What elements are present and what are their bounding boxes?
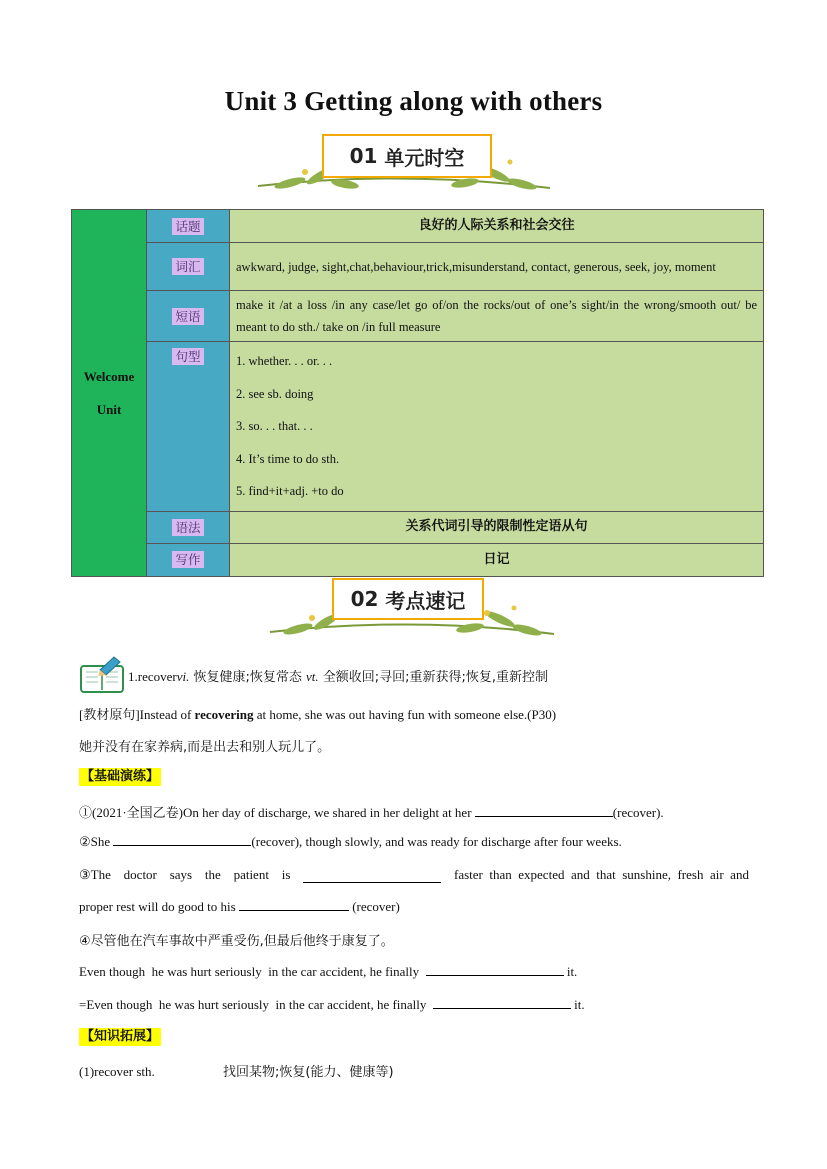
page-title: Unit 3 Getting along with others: [224, 86, 603, 116]
definition-vi: 恢复健康;恢复常态: [189, 670, 307, 685]
writing-label: 写作: [172, 551, 203, 568]
question-3-word: patient: [233, 867, 269, 882]
topic-value: 良好的人际关系和社会交往: [230, 210, 764, 243]
sentence-label: 句型: [172, 348, 203, 365]
practice-tag-line: [79, 768, 161, 786]
question-4-b-text: =Even though he was hurt seriously in the car accident, he finally: [79, 997, 433, 1012]
book-pencil-icon: [80, 656, 126, 694]
section-number: 01: [349, 144, 378, 168]
section-title: 考点速记: [385, 588, 466, 613]
grammar-label: 语法: [172, 519, 203, 536]
grammar-value: 关系代词引导的限制性定语从句: [230, 511, 764, 543]
answer-blank-3[interactable]: [303, 867, 441, 883]
pos-vi: vi.: [176, 669, 190, 684]
unit-name-line2: Unit: [96, 401, 122, 417]
textbook-sentence-suffix: at home, she was out having fun with someone else.(P30): [253, 707, 557, 722]
section-banner-1: [250, 128, 560, 200]
sentence-item: 5. find+it+adj. +to do: [236, 484, 344, 498]
pos-vt: vt.: [306, 669, 319, 684]
question-4-a: [79, 964, 577, 980]
extension-item-en: (1)recover sth.: [79, 1064, 155, 1079]
section-number: 02: [350, 587, 379, 611]
textbook-sentence: [79, 704, 556, 723]
question-4-chinese: ④尽管他在汽车事故中严重受伤,但最后他终于康复了。: [79, 934, 394, 949]
question-3-word: ③The: [79, 867, 111, 882]
vocab-label: 词汇: [172, 258, 203, 275]
practice-tag: 【基础演练】: [81, 769, 160, 784]
question-2-text: ②She: [79, 834, 114, 849]
answer-blank-5[interactable]: [426, 975, 564, 976]
section-title-box: [332, 578, 484, 620]
answer-blank-4[interactable]: [239, 910, 349, 911]
point-word: 1.recover: [128, 669, 177, 684]
sentence-item: 4. It’s time to do sth.: [236, 451, 340, 466]
question-4-a-text: Even though he was hurt seriously in the car accident, he finally: [79, 964, 426, 979]
question-3-word: the: [204, 867, 221, 882]
question-3-text-cont: proper rest will do good to his: [79, 899, 239, 914]
question-2: [79, 834, 622, 850]
unit-cell: [72, 210, 147, 577]
topic-label: 话题: [172, 218, 203, 235]
extension-item-1: [79, 1061, 394, 1080]
phrase-value: make it /at a loss /in any case/let go of/on the rocks/out of one’s sight/in the wrong/smooth out/ be meant to do sth./ take on /in full measure: [230, 291, 764, 342]
unit-overview-table: [71, 209, 764, 577]
extension-tag-line: [79, 1028, 161, 1046]
question-2-hint: (recover), though slowly, and was ready for discharge after four weeks.: [251, 834, 622, 849]
vocab-value: awkward, judge, sight,chat,behaviour,trick,misunderstand, contact, generous, seek, joy, moment: [230, 243, 764, 291]
question-4-a-end: it.: [563, 964, 578, 979]
textbook-sentence-keyword: recovering: [194, 707, 254, 722]
extension-item-cn: 找回某物;恢复(能力、健康等): [223, 1065, 394, 1080]
answer-blank-6[interactable]: [433, 1008, 571, 1009]
question-3-word: doctor: [123, 867, 157, 882]
question-4-b: [79, 997, 585, 1013]
definition-vt: 全额收回;寻回;重新获得;恢复,重新控制: [318, 670, 549, 685]
question-3-word: says: [169, 867, 193, 882]
point-heading: [128, 666, 548, 685]
sentence-item: 1. whether. . . or. . .: [236, 354, 333, 368]
translation: 她并没有在家养病,而是出去和别人玩儿了。: [79, 740, 331, 755]
question-1: [79, 802, 664, 821]
section-title-box: [322, 134, 492, 178]
textbook-sentence-prefix: [教材原句]Instead of: [79, 707, 195, 722]
question-3-word: is: [281, 867, 291, 882]
question-4-b-end: it.: [570, 997, 585, 1012]
question-3-text: faster than expected and that sunshine, fresh air and: [454, 867, 749, 882]
sentence-item: 3. so. . . that. . .: [236, 419, 313, 433]
extension-tag: 【知识拓展】: [81, 1029, 160, 1044]
section-title: 单元时空: [384, 145, 465, 170]
answer-blank-1[interactable]: [475, 816, 613, 817]
writing-value: 日记: [230, 543, 764, 576]
sentence-list: [230, 342, 764, 512]
question-3-line2: [79, 899, 400, 915]
section-banner-2: [262, 572, 562, 644]
answer-blank-2[interactable]: [113, 845, 251, 846]
phrase-label: 短语: [172, 308, 203, 325]
question-1-hint: (recover).: [612, 805, 664, 820]
question-3-line1: [79, 867, 749, 883]
question-1-text: ①(2021·全国乙卷)On her day of discharge, we shared in her delight at her: [79, 805, 475, 820]
question-3-hint: (recover): [348, 899, 400, 914]
unit-name-line1: Welcome: [83, 368, 135, 384]
sentence-item: 2. see sb. doing: [236, 386, 314, 401]
